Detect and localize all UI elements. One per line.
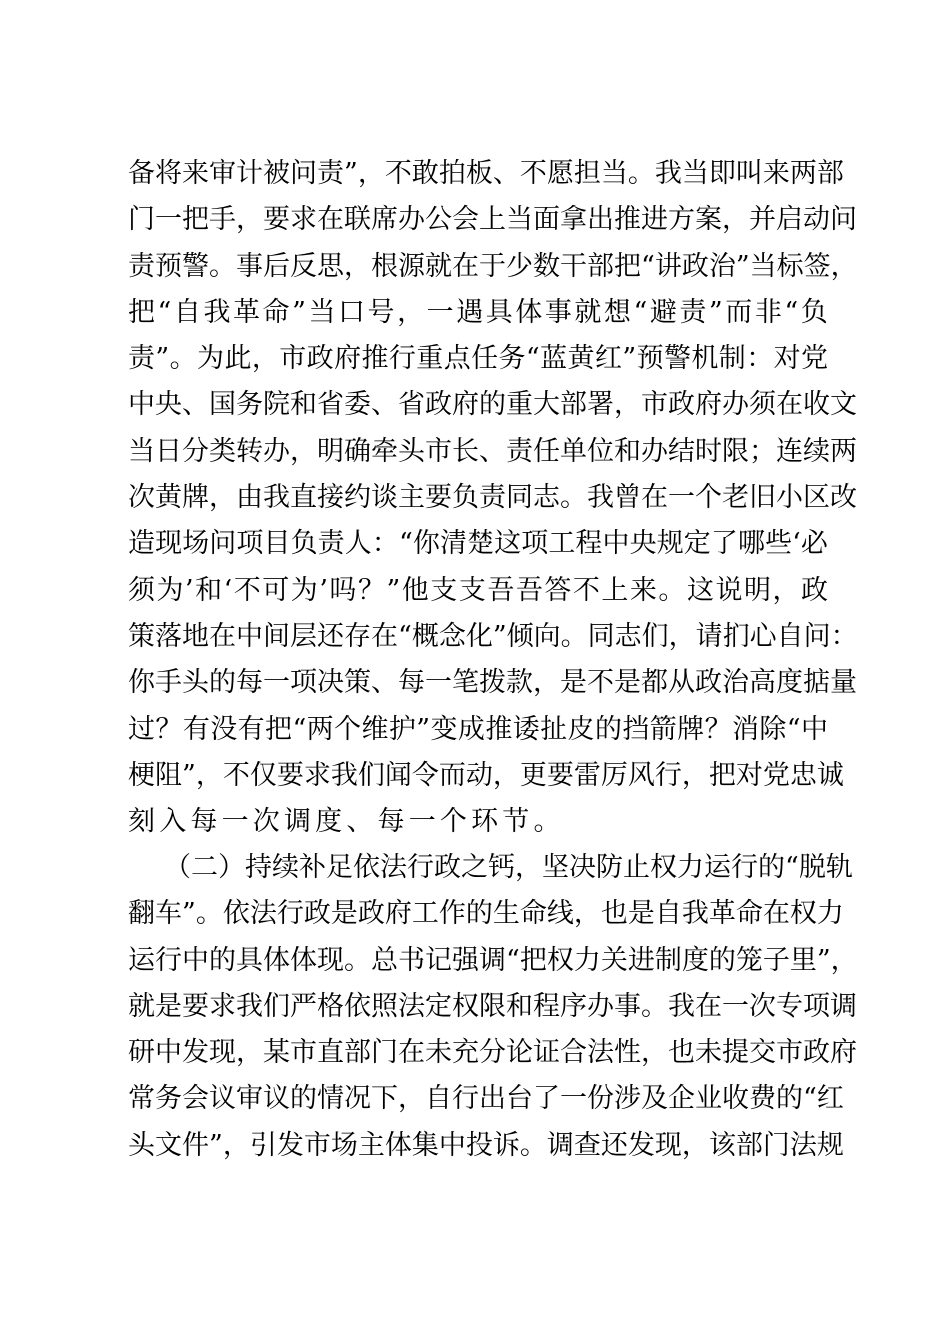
text-line: 研 中 发 现 ， 某 市 直 部 门 在 未 充 分 论 证 合 法 性 ， 也 未 提 交 市 政 府 <box>128 1037 857 1069</box>
text-line: 门 一 把 手 ， 要 求 在 联 席 办 公 会 上 当 面 拿 出 推 进 方 案 ， 并 启 动 问 <box>128 204 857 236</box>
paragraph-body <box>128 151 858 845</box>
text-line: 把 “ 自 我 革 命 ” 当 口 号 ， 一 遇 具 体 事 就 想 “ 避 责 ” 而 非 “ 负 <box>128 296 828 328</box>
text-line: 次 黄 牌 ， 由 我 直 接 约 谈 主 要 负 责 同 志 。 我 曾 在 一 个 老 旧 小 区 改 <box>128 482 857 514</box>
text-line: 当 日 分 类 转 办 ， 明 确 牵 头 市 长 、 责 任 单 位 和 办 结 时 限 ； 连 续 两 <box>128 435 857 467</box>
text-line: 中 央 、 国 务 院 和 省 委 、 省 政 府 的 重 大 部 署 ， 市 政 府 办 须 在 收 文 <box>128 389 857 421</box>
text-line: 就 是 要 求 我 们 严 格 依 照 法 定 权 限 和 程 序 办 事 。 我 在 一 次 专 项 调 <box>128 990 857 1022</box>
text-line: 过 ？ 有 没 有 把 “ 两 个 维 护 ” 变 成 推 诿 扯 皮 的 挡 箭 牌 ？ 消 除 “ 中 <box>128 713 828 745</box>
text-line: （ 二 ） 持 续 补 足 依 法 行 政 之 钙 ， 坚 决 防 止 权 力 运 行 的 “ 脱 轨 <box>164 852 853 883</box>
text-line: 刻 入 每 一 次 调 度 、 每 一 个 环 节 。 <box>128 806 561 838</box>
text-line: 须 为 ’ 和 ‘ 不 可 为 ’ 吗 ？ ” 他 支 支 吾 吾 答 不 上 来 。 这 说 明 ， 政 <box>128 574 828 606</box>
text-line: 头 文 件 ” ， 引 发 市 场 主 体 集 中 投 诉 。 调 查 还 发 现 ， 该 部 门 法 规 <box>128 1129 844 1161</box>
text-line: 备 将 来 审 计 被 问 责 ” ， 不 敢 拍 板 、 不 愿 担 当 。 我 当 即 叫 来 两 部 <box>128 158 844 189</box>
text-line: 策 落 地 在 中 间 层 还 存 在 “ 概 念 化 ” 倾 向 。 同 志 们 ， 请 扪 心 自 问 ： <box>128 620 858 652</box>
text-line: 责 预 警 。 事 后 反 思 ， 根 源 就 在 于 少 数 干 部 把 “ 讲 政 治 ” 当 标 签 ， <box>128 250 858 282</box>
text-line: 翻 车 ” 。 依 法 行 政 是 政 府 工 作 的 生 命 线 ， 也 是 自 我 革 命 在 权 力 <box>128 898 844 930</box>
paragraph-section-two <box>128 845 858 1169</box>
text-line: 你 手 头 的 每 一 项 决 策 、 每 一 笔 拨 款 ， 是 不 是 都 从 政 治 高 度 掂 量 <box>128 667 857 699</box>
text-line: 常 务 会 议 审 议 的 情 况 下 ， 自 行 出 台 了 一 份 涉 及 企 业 收 费 的 “ 红 <box>128 1083 844 1115</box>
text-line: 梗 阻 ” ， 不 仅 要 求 我 们 闻 令 而 动 ， 更 要 雷 厉 风 行 ， 把 对 党 忠 诚 <box>128 759 844 791</box>
text-line: 运 行 中 的 具 体 体 现 。 总 书 记 强 调 “ 把 权 力 关 进 制 度 的 笼 子 里 ” ， <box>128 944 858 976</box>
text-line: 造 现 场 问 项 目 负 责 人 ： “ 你 清 楚 这 项 工 程 中 央 规 定 了 哪 些 ‘ 必 <box>128 528 828 560</box>
text-line: 责 ” 。 为 此 ， 市 政 府 推 行 重 点 任 务 “ 蓝 黄 红 ” 预 警 机 制 ： 对 党 <box>128 343 828 375</box>
